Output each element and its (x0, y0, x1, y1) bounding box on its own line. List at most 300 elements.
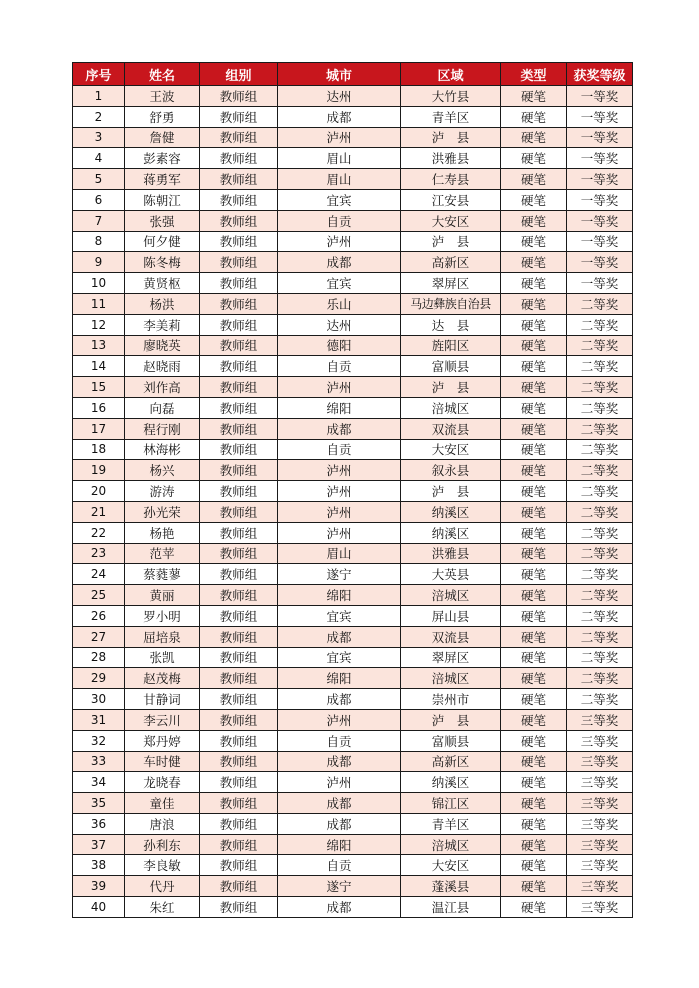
cell-award-level: 三等奖 (567, 730, 633, 751)
cell-index: 13 (73, 335, 125, 356)
cell-type: 硬笔 (501, 481, 567, 502)
cell-index: 34 (73, 772, 125, 793)
cell-city: 眉山 (278, 148, 401, 169)
cell-city: 宜宾 (278, 647, 401, 668)
cell-award-level: 二等奖 (567, 543, 633, 564)
cell-name: 詹健 (125, 127, 200, 148)
cell-name: 黄贤枢 (125, 273, 200, 294)
cell-city: 德阳 (278, 335, 401, 356)
cell-index: 23 (73, 543, 125, 564)
cell-index: 3 (73, 127, 125, 148)
cell-city: 宜宾 (278, 605, 401, 626)
cell-group: 教师组 (200, 709, 278, 730)
cell-name: 彭素容 (125, 148, 200, 169)
cell-district: 涪城区 (401, 585, 501, 606)
cell-award-level: 一等奖 (567, 210, 633, 231)
table-row (73, 127, 633, 148)
header-type: 类型 (501, 63, 567, 86)
cell-award-level: 二等奖 (567, 397, 633, 418)
cell-type: 硬笔 (501, 793, 567, 814)
cell-award-level: 一等奖 (567, 252, 633, 273)
cell-index: 4 (73, 148, 125, 169)
cell-award-level: 二等奖 (567, 418, 633, 439)
cell-award-level: 一等奖 (567, 127, 633, 148)
cell-district: 双流县 (401, 626, 501, 647)
cell-district: 仁寿县 (401, 169, 501, 190)
cell-district: 达 县 (401, 314, 501, 335)
cell-group: 教师组 (200, 751, 278, 772)
cell-name: 朱红 (125, 897, 200, 918)
cell-index: 27 (73, 626, 125, 647)
cell-name: 杨洪 (125, 293, 200, 314)
cell-group: 教师组 (200, 189, 278, 210)
cell-type: 硬笔 (501, 897, 567, 918)
cell-name: 代丹 (125, 876, 200, 897)
cell-type: 硬笔 (501, 730, 567, 751)
cell-award-level: 二等奖 (567, 335, 633, 356)
header-award-level: 获奖等级 (567, 63, 633, 86)
cell-name: 蒋勇军 (125, 169, 200, 190)
table-row (73, 273, 633, 294)
cell-group: 教师组 (200, 418, 278, 439)
table-row (73, 377, 633, 398)
cell-index: 6 (73, 189, 125, 210)
cell-name: 郑丹婷 (125, 730, 200, 751)
cell-group: 教师组 (200, 481, 278, 502)
cell-district: 富顺县 (401, 730, 501, 751)
cell-index: 38 (73, 855, 125, 876)
cell-type: 硬笔 (501, 855, 567, 876)
table-row (73, 897, 633, 918)
cell-group: 教师组 (200, 793, 278, 814)
table-row (73, 314, 633, 335)
cell-award-level: 三等奖 (567, 834, 633, 855)
cell-index: 28 (73, 647, 125, 668)
cell-type: 硬笔 (501, 522, 567, 543)
cell-name: 程行刚 (125, 418, 200, 439)
cell-type: 硬笔 (501, 834, 567, 855)
cell-district: 大竹县 (401, 86, 501, 107)
cell-city: 成都 (278, 751, 401, 772)
cell-type: 硬笔 (501, 252, 567, 273)
cell-name: 杨艳 (125, 522, 200, 543)
cell-city: 泸州 (278, 231, 401, 252)
cell-group: 教师组 (200, 335, 278, 356)
cell-district: 泸 县 (401, 231, 501, 252)
cell-city: 乐山 (278, 293, 401, 314)
cell-district: 大安区 (401, 855, 501, 876)
cell-group: 教师组 (200, 377, 278, 398)
table-row (73, 813, 633, 834)
table-row (73, 626, 633, 647)
table-row (73, 522, 633, 543)
cell-type: 硬笔 (501, 647, 567, 668)
cell-name: 李良敏 (125, 855, 200, 876)
award-table (72, 62, 633, 918)
cell-district: 高新区 (401, 252, 501, 273)
cell-district: 马边彝族自治县 (401, 293, 501, 314)
cell-type: 硬笔 (501, 418, 567, 439)
cell-index: 30 (73, 689, 125, 710)
cell-group: 教师组 (200, 855, 278, 876)
cell-city: 自贡 (278, 855, 401, 876)
cell-group: 教师组 (200, 689, 278, 710)
cell-type: 硬笔 (501, 210, 567, 231)
cell-district: 泸 县 (401, 127, 501, 148)
cell-type: 硬笔 (501, 397, 567, 418)
cell-type: 硬笔 (501, 293, 567, 314)
cell-district: 纳溪区 (401, 522, 501, 543)
cell-city: 遂宁 (278, 876, 401, 897)
cell-city: 成都 (278, 418, 401, 439)
cell-city: 成都 (278, 897, 401, 918)
cell-award-level: 二等奖 (567, 501, 633, 522)
cell-district: 翠屏区 (401, 647, 501, 668)
cell-award-level: 二等奖 (567, 377, 633, 398)
cell-district: 双流县 (401, 418, 501, 439)
cell-district: 江安县 (401, 189, 501, 210)
table-row (73, 834, 633, 855)
cell-award-level: 二等奖 (567, 605, 633, 626)
table-row (73, 689, 633, 710)
cell-index: 29 (73, 668, 125, 689)
cell-city: 泸州 (278, 772, 401, 793)
table-row (73, 481, 633, 502)
cell-index: 39 (73, 876, 125, 897)
table-row (73, 439, 633, 460)
cell-district: 富顺县 (401, 356, 501, 377)
table-row (73, 668, 633, 689)
cell-index: 15 (73, 377, 125, 398)
table-row (73, 189, 633, 210)
cell-type: 硬笔 (501, 501, 567, 522)
cell-award-level: 二等奖 (567, 689, 633, 710)
cell-award-level: 三等奖 (567, 813, 633, 834)
cell-name: 舒勇 (125, 106, 200, 127)
header-index: 序号 (73, 63, 125, 86)
cell-district: 纳溪区 (401, 501, 501, 522)
cell-award-level: 二等奖 (567, 647, 633, 668)
table-row (73, 106, 633, 127)
cell-city: 成都 (278, 252, 401, 273)
cell-city: 自贡 (278, 356, 401, 377)
cell-city: 泸州 (278, 377, 401, 398)
cell-district: 锦江区 (401, 793, 501, 814)
cell-district: 青羊区 (401, 106, 501, 127)
cell-district: 洪雅县 (401, 148, 501, 169)
cell-name: 赵晓雨 (125, 356, 200, 377)
cell-group: 教师组 (200, 210, 278, 231)
cell-type: 硬笔 (501, 377, 567, 398)
cell-district: 蓬溪县 (401, 876, 501, 897)
cell-index: 19 (73, 460, 125, 481)
cell-city: 泸州 (278, 127, 401, 148)
cell-district: 涪城区 (401, 668, 501, 689)
cell-district: 泸 县 (401, 377, 501, 398)
cell-group: 教师组 (200, 106, 278, 127)
cell-award-level: 三等奖 (567, 897, 633, 918)
cell-type: 硬笔 (501, 86, 567, 107)
table-row (73, 210, 633, 231)
cell-name: 童佳 (125, 793, 200, 814)
cell-city: 成都 (278, 813, 401, 834)
table-row (73, 397, 633, 418)
cell-city: 宜宾 (278, 189, 401, 210)
cell-index: 26 (73, 605, 125, 626)
cell-city: 宜宾 (278, 273, 401, 294)
cell-name: 龙晓春 (125, 772, 200, 793)
cell-name: 张强 (125, 210, 200, 231)
cell-name: 甘静词 (125, 689, 200, 710)
cell-type: 硬笔 (501, 439, 567, 460)
cell-type: 硬笔 (501, 460, 567, 481)
cell-award-level: 一等奖 (567, 231, 633, 252)
cell-award-level: 一等奖 (567, 148, 633, 169)
cell-district: 崇州市 (401, 689, 501, 710)
cell-group: 教师组 (200, 876, 278, 897)
cell-group: 教师组 (200, 834, 278, 855)
cell-group: 教师组 (200, 314, 278, 335)
cell-district: 高新区 (401, 751, 501, 772)
cell-award-level: 三等奖 (567, 751, 633, 772)
cell-district: 泸 县 (401, 709, 501, 730)
cell-city: 达州 (278, 86, 401, 107)
cell-name: 王波 (125, 86, 200, 107)
cell-type: 硬笔 (501, 231, 567, 252)
table-row (73, 460, 633, 481)
cell-index: 1 (73, 86, 125, 107)
cell-index: 24 (73, 564, 125, 585)
cell-index: 9 (73, 252, 125, 273)
cell-group: 教师组 (200, 730, 278, 751)
cell-index: 20 (73, 481, 125, 502)
cell-district: 叙永县 (401, 460, 501, 481)
cell-type: 硬笔 (501, 668, 567, 689)
cell-city: 成都 (278, 689, 401, 710)
header-name: 姓名 (125, 63, 200, 86)
cell-city: 达州 (278, 314, 401, 335)
header-group: 组别 (200, 63, 278, 86)
cell-name: 陈朝江 (125, 189, 200, 210)
cell-type: 硬笔 (501, 564, 567, 585)
cell-group: 教师组 (200, 813, 278, 834)
cell-group: 教师组 (200, 356, 278, 377)
cell-index: 33 (73, 751, 125, 772)
cell-type: 硬笔 (501, 335, 567, 356)
header-city: 城市 (278, 63, 401, 86)
cell-city: 成都 (278, 106, 401, 127)
cell-award-level: 二等奖 (567, 356, 633, 377)
cell-city: 泸州 (278, 481, 401, 502)
cell-city: 绵阳 (278, 834, 401, 855)
table-row (73, 148, 633, 169)
cell-name: 车时健 (125, 751, 200, 772)
cell-award-level: 二等奖 (567, 314, 633, 335)
cell-name: 李美莉 (125, 314, 200, 335)
cell-name: 何夕健 (125, 231, 200, 252)
cell-city: 成都 (278, 793, 401, 814)
cell-city: 自贡 (278, 210, 401, 231)
cell-district: 大安区 (401, 210, 501, 231)
cell-district: 涪城区 (401, 834, 501, 855)
cell-award-level: 三等奖 (567, 793, 633, 814)
cell-city: 眉山 (278, 543, 401, 564)
cell-name: 廖晓英 (125, 335, 200, 356)
cell-group: 教师组 (200, 252, 278, 273)
cell-city: 绵阳 (278, 668, 401, 689)
cell-name: 孙光荣 (125, 501, 200, 522)
cell-type: 硬笔 (501, 585, 567, 606)
table-row (73, 585, 633, 606)
cell-type: 硬笔 (501, 273, 567, 294)
cell-group: 教师组 (200, 605, 278, 626)
cell-award-level: 一等奖 (567, 169, 633, 190)
cell-award-level: 二等奖 (567, 626, 633, 647)
cell-award-level: 二等奖 (567, 668, 633, 689)
cell-award-level: 二等奖 (567, 439, 633, 460)
cell-name: 赵茂梅 (125, 668, 200, 689)
cell-group: 教师组 (200, 273, 278, 294)
cell-award-level: 二等奖 (567, 585, 633, 606)
cell-name: 蔡蕤蓼 (125, 564, 200, 585)
table-row (73, 709, 633, 730)
table-row (73, 605, 633, 626)
cell-award-level: 一等奖 (567, 106, 633, 127)
cell-award-level: 二等奖 (567, 293, 633, 314)
cell-name: 刘作高 (125, 377, 200, 398)
cell-group: 教师组 (200, 86, 278, 107)
cell-award-level: 二等奖 (567, 481, 633, 502)
cell-name: 向磊 (125, 397, 200, 418)
cell-group: 教师组 (200, 231, 278, 252)
cell-name: 唐浪 (125, 813, 200, 834)
cell-city: 遂宁 (278, 564, 401, 585)
cell-city: 泸州 (278, 460, 401, 481)
cell-group: 教师组 (200, 169, 278, 190)
cell-type: 硬笔 (501, 605, 567, 626)
cell-type: 硬笔 (501, 148, 567, 169)
cell-district: 翠屏区 (401, 273, 501, 294)
cell-type: 硬笔 (501, 543, 567, 564)
cell-city: 眉山 (278, 169, 401, 190)
cell-city: 泸州 (278, 522, 401, 543)
cell-type: 硬笔 (501, 127, 567, 148)
cell-index: 8 (73, 231, 125, 252)
cell-type: 硬笔 (501, 813, 567, 834)
cell-name: 屈培泉 (125, 626, 200, 647)
cell-city: 泸州 (278, 709, 401, 730)
table-row (73, 169, 633, 190)
cell-award-level: 三等奖 (567, 876, 633, 897)
cell-city: 泸州 (278, 501, 401, 522)
cell-district: 洪雅县 (401, 543, 501, 564)
cell-index: 11 (73, 293, 125, 314)
cell-index: 18 (73, 439, 125, 460)
cell-group: 教师组 (200, 626, 278, 647)
cell-award-level: 三等奖 (567, 855, 633, 876)
table-row (73, 86, 633, 107)
cell-group: 教师组 (200, 543, 278, 564)
table-row (73, 730, 633, 751)
cell-district: 纳溪区 (401, 772, 501, 793)
cell-group: 教师组 (200, 668, 278, 689)
cell-type: 硬笔 (501, 356, 567, 377)
cell-award-level: 一等奖 (567, 273, 633, 294)
cell-group: 教师组 (200, 647, 278, 668)
cell-index: 31 (73, 709, 125, 730)
cell-group: 教师组 (200, 148, 278, 169)
table-row (73, 647, 633, 668)
cell-award-level: 一等奖 (567, 86, 633, 107)
table-row (73, 335, 633, 356)
cell-group: 教师组 (200, 522, 278, 543)
cell-index: 25 (73, 585, 125, 606)
cell-group: 教师组 (200, 897, 278, 918)
table-row (73, 772, 633, 793)
table-header-row (73, 63, 633, 86)
cell-index: 14 (73, 356, 125, 377)
cell-group: 教师组 (200, 397, 278, 418)
cell-type: 硬笔 (501, 772, 567, 793)
cell-type: 硬笔 (501, 189, 567, 210)
table-row (73, 876, 633, 897)
cell-group: 教师组 (200, 772, 278, 793)
cell-index: 10 (73, 273, 125, 294)
table-row (73, 543, 633, 564)
table-row (73, 751, 633, 772)
cell-district: 旌阳区 (401, 335, 501, 356)
cell-district: 涪城区 (401, 397, 501, 418)
cell-type: 硬笔 (501, 106, 567, 127)
cell-index: 37 (73, 834, 125, 855)
cell-group: 教师组 (200, 585, 278, 606)
cell-group: 教师组 (200, 293, 278, 314)
cell-type: 硬笔 (501, 314, 567, 335)
cell-index: 17 (73, 418, 125, 439)
cell-name: 李云川 (125, 709, 200, 730)
cell-city: 自贡 (278, 439, 401, 460)
cell-name: 黄丽 (125, 585, 200, 606)
cell-name: 林海彬 (125, 439, 200, 460)
cell-district: 温江县 (401, 897, 501, 918)
cell-award-level: 二等奖 (567, 522, 633, 543)
cell-award-level: 二等奖 (567, 460, 633, 481)
table-row (73, 293, 633, 314)
cell-district: 大英县 (401, 564, 501, 585)
cell-city: 绵阳 (278, 397, 401, 418)
cell-type: 硬笔 (501, 689, 567, 710)
table-row (73, 252, 633, 273)
cell-index: 35 (73, 793, 125, 814)
cell-name: 罗小明 (125, 605, 200, 626)
cell-group: 教师组 (200, 564, 278, 585)
cell-type: 硬笔 (501, 751, 567, 772)
cell-name: 杨兴 (125, 460, 200, 481)
cell-city: 成都 (278, 626, 401, 647)
award-list-sheet (72, 62, 632, 918)
cell-district: 青羊区 (401, 813, 501, 834)
cell-index: 7 (73, 210, 125, 231)
cell-group: 教师组 (200, 460, 278, 481)
table-row (73, 855, 633, 876)
cell-group: 教师组 (200, 127, 278, 148)
cell-city: 绵阳 (278, 585, 401, 606)
table-row (73, 356, 633, 377)
table-row (73, 793, 633, 814)
cell-type: 硬笔 (501, 709, 567, 730)
cell-district: 大安区 (401, 439, 501, 460)
cell-index: 40 (73, 897, 125, 918)
